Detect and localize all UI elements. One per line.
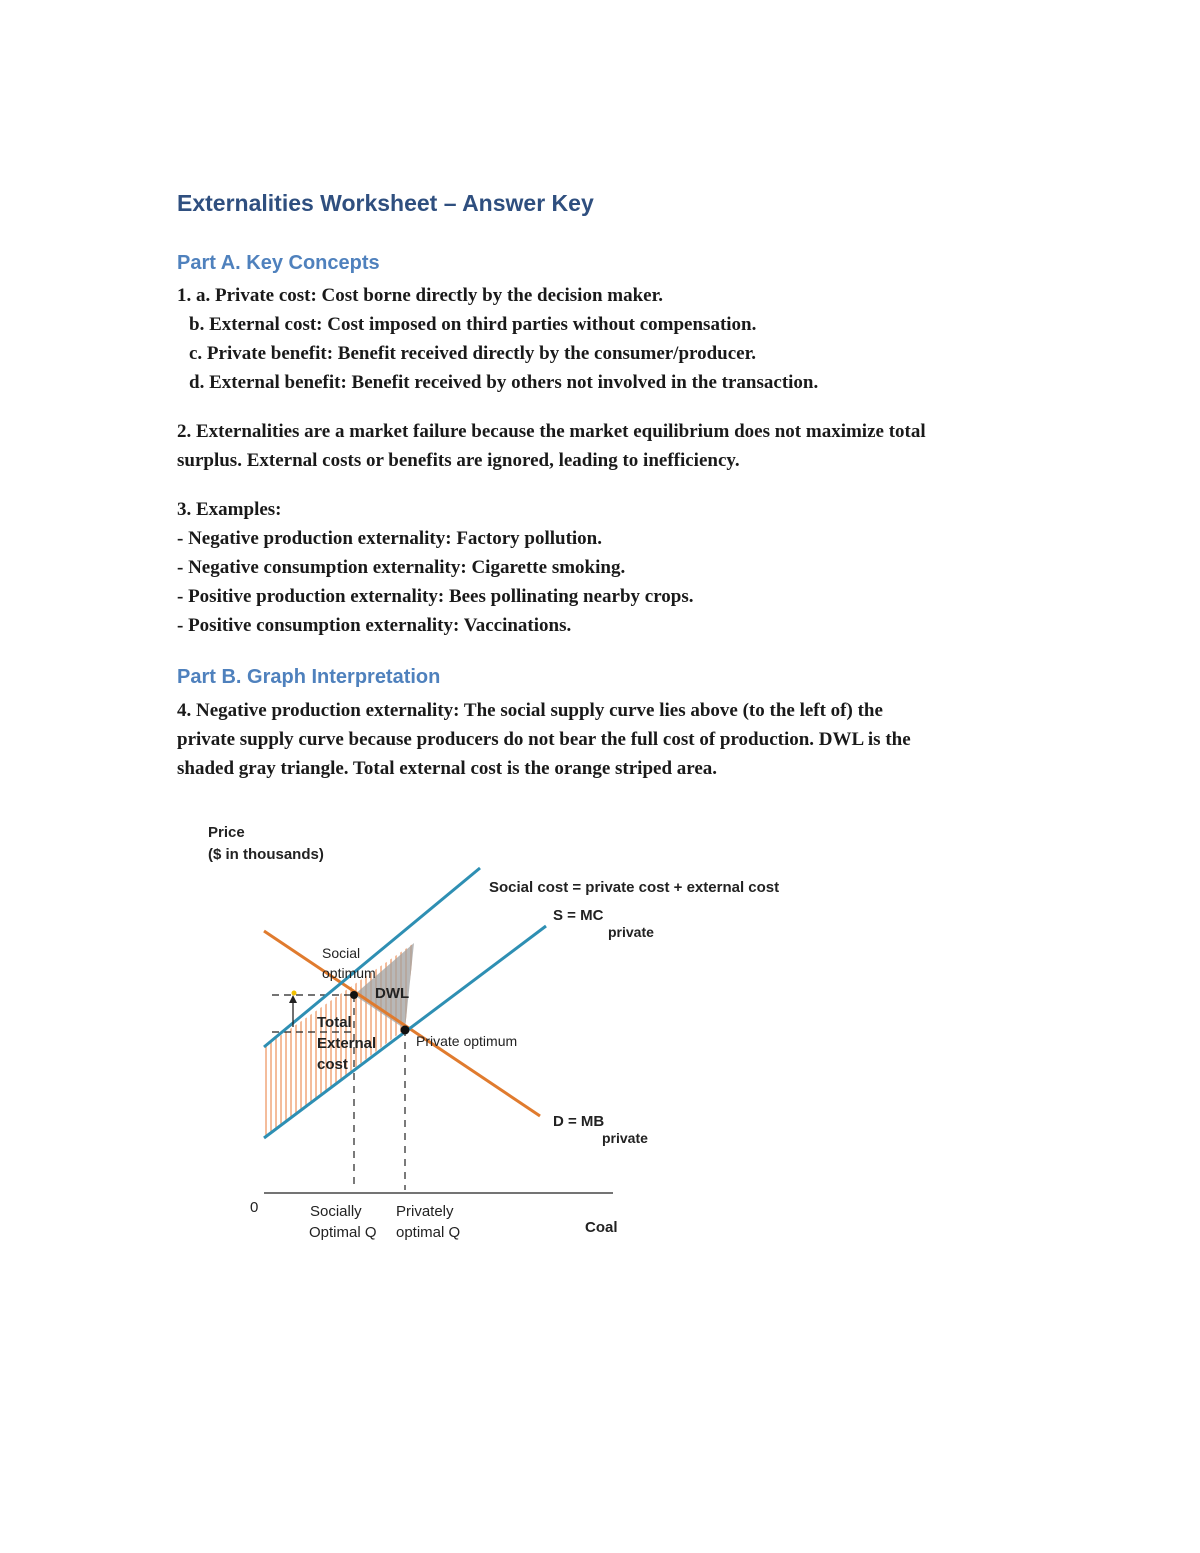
supply-subscript: private xyxy=(608,924,654,940)
social-optimum-point xyxy=(350,991,358,999)
private-optimum-label: Private optimum xyxy=(416,1033,518,1049)
q1a-text: 1. a. Private cost: Cost borne directly by the decision maker. xyxy=(177,285,664,306)
q3-example-2: - Negative consumption externality: Cigarette smoking. xyxy=(177,557,626,578)
arrow-head-icon xyxy=(289,995,297,1003)
externality-graph-svg xyxy=(200,815,840,1245)
worksheet-title: Externalities Worksheet – Answer Key xyxy=(177,190,594,216)
q2-line-1: 2. Externalities are a market failure because the market equilibrium does not maximize total xyxy=(177,421,926,442)
q1c-text: c. Private benefit: Benefit received directly by the consumer/producer. xyxy=(189,343,757,364)
q4-line-3: shaded gray triangle. Total external cost is the orange striped area. xyxy=(177,758,718,779)
social-q-label-1: Socially xyxy=(310,1203,362,1220)
ext-cost-label-3: cost xyxy=(317,1056,348,1073)
q3-example-1: - Negative production externality: Factory pollution. xyxy=(177,528,602,549)
q3-example-3: - Positive production externality: Bees pollinating nearby crops. xyxy=(177,586,694,607)
q4-line-2: private supply curve because producers do not bear the full cost of production. DWL is the xyxy=(177,729,911,750)
q1b-text: b. External cost: Cost imposed on third parties without compensation. xyxy=(189,314,757,335)
ext-cost-label-1: Total xyxy=(317,1014,352,1031)
dwl-label: DWL xyxy=(375,985,410,1002)
q4-line-1: 4. Negative production externality: The social supply curve lies above (to the left of) the xyxy=(177,700,883,721)
x-axis-label: Coal xyxy=(585,1219,618,1236)
externality-graph xyxy=(200,815,840,1245)
q3-heading: 3. Examples: xyxy=(177,499,282,520)
demand-label: D = MB xyxy=(553,1113,605,1130)
q1d-text: d. External benefit: Benefit received by others not involved in the transaction. xyxy=(189,372,819,393)
social-optimum-label-2: optimum xyxy=(322,965,376,981)
private-q-label-2: optimal Q xyxy=(396,1224,461,1241)
private-q-label-1: Privately xyxy=(396,1203,454,1220)
supply-label: S = MC xyxy=(553,907,604,924)
social-price-marker xyxy=(292,991,297,996)
q2-line-2: surplus. External costs or benefits are ignored, leading to inefficiency. xyxy=(177,450,740,471)
ext-cost-label-2: External xyxy=(317,1035,377,1052)
demand-subscript: private xyxy=(602,1130,648,1146)
q3-example-4: - Positive consumption externality: Vaccinations. xyxy=(177,615,572,636)
y-axis-units: ($ in thousands) xyxy=(208,846,324,863)
part-b-heading: Part B. Graph Interpretation xyxy=(177,666,441,688)
y-axis-label: Price xyxy=(208,824,245,841)
private-optimum-point xyxy=(401,1026,410,1035)
social-optimum-label-1: Social xyxy=(322,945,361,961)
origin-label: 0 xyxy=(250,1199,259,1216)
social-cost-label: Social cost = private cost + external cost xyxy=(489,879,780,896)
social-q-label-2: Optimal Q xyxy=(309,1224,377,1241)
part-a-heading: Part A. Key Concepts xyxy=(177,252,380,274)
